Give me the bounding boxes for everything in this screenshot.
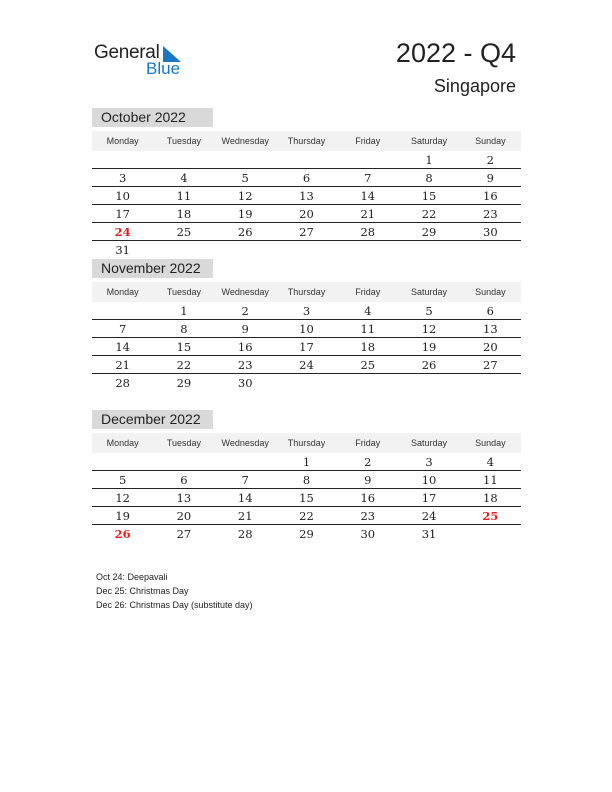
week-row xyxy=(92,339,521,356)
day-cell: 4 xyxy=(364,304,372,318)
week-row xyxy=(92,490,521,507)
weekday-header xyxy=(92,282,521,302)
weekday-label: Saturday xyxy=(411,136,448,146)
note-item: Oct 24: Deepavali xyxy=(96,572,168,582)
logo-blue: Blue xyxy=(146,59,181,78)
day-cell: 24 xyxy=(299,358,314,372)
week-row xyxy=(92,508,521,525)
weekday-label: Saturday xyxy=(411,287,448,297)
weekday-header xyxy=(92,433,521,453)
day-cell: 6 xyxy=(486,304,494,318)
day-cell: 5 xyxy=(241,171,249,185)
day-cell: 11 xyxy=(360,322,376,336)
weekday-label: Friday xyxy=(355,438,381,448)
week-row xyxy=(92,206,521,223)
month-title: November 2022 xyxy=(92,259,213,278)
logo xyxy=(94,42,194,82)
day-cell xyxy=(153,454,214,470)
day-cell: 14 xyxy=(237,491,253,505)
day-cell: 23 xyxy=(237,358,253,372)
day-cell xyxy=(337,242,398,258)
weekday-label: Tuesday xyxy=(166,438,202,448)
day-cell xyxy=(215,152,276,168)
day-cell: 19 xyxy=(115,509,130,523)
day-cell: 30 xyxy=(483,225,498,239)
day-cell: 23 xyxy=(483,207,498,221)
page-subtitle: Singapore xyxy=(433,76,516,96)
day-cell: 25 xyxy=(360,358,376,372)
day-cell: 26 xyxy=(421,358,437,372)
day-cell: 10 xyxy=(115,189,130,203)
day-cell: 11 xyxy=(483,473,498,487)
weekday-label: Wednesday xyxy=(221,438,269,448)
holiday-notes xyxy=(96,570,253,612)
weekday-label: Monday xyxy=(106,438,139,448)
day-cell xyxy=(460,375,521,391)
day-cell: 8 xyxy=(425,171,433,185)
day-cell: 14 xyxy=(115,340,130,354)
weekday-label: Monday xyxy=(106,287,139,297)
day-cell: 25 xyxy=(176,225,192,239)
day-cell xyxy=(92,454,153,470)
note-item: Dec 26: Christmas Day (substitute day) xyxy=(96,600,253,610)
day-cell: 17 xyxy=(299,340,314,354)
day-cell: 10 xyxy=(421,473,437,487)
day-cell: 27 xyxy=(299,225,314,239)
day-cell: 4 xyxy=(180,171,188,185)
day-cell: 21 xyxy=(237,509,253,523)
day-cell: 22 xyxy=(299,509,314,523)
week-row xyxy=(92,526,521,542)
day-cell: 18 xyxy=(483,491,498,505)
day-cell: 17 xyxy=(421,491,437,505)
day-cell: 16 xyxy=(360,491,376,505)
day-cell: 22 xyxy=(176,358,192,372)
day-cell: 18 xyxy=(360,340,376,354)
day-cell: 6 xyxy=(302,171,311,185)
day-cell: 23 xyxy=(360,509,376,523)
day-cell: 7 xyxy=(364,171,372,185)
weekday-label: Thursday xyxy=(287,136,326,146)
day-cell: 15 xyxy=(176,340,192,354)
day-cell xyxy=(460,526,521,542)
holiday-date: 25 xyxy=(482,509,499,523)
logo-general: General xyxy=(94,42,160,63)
day-cell: 30 xyxy=(360,527,376,541)
day-cell: 22 xyxy=(421,207,437,221)
week-row xyxy=(92,224,521,241)
day-cell: 12 xyxy=(115,491,130,505)
day-cell: 9 xyxy=(364,473,372,487)
day-cell: 19 xyxy=(421,340,437,354)
day-cell: 6 xyxy=(180,473,188,487)
day-cell: 1 xyxy=(302,455,311,469)
month-calendar xyxy=(92,410,521,542)
weekday-label: Sunday xyxy=(475,287,506,297)
day-cell xyxy=(276,242,337,258)
day-cell: 27 xyxy=(176,527,192,541)
holiday-date: 24 xyxy=(114,225,131,239)
week-row xyxy=(92,152,521,169)
weekday-label: Wednesday xyxy=(221,287,269,297)
month-title: October 2022 xyxy=(92,108,213,127)
week-row xyxy=(92,357,521,374)
day-cell: 10 xyxy=(299,322,314,336)
day-cell: 3 xyxy=(118,171,127,185)
day-cell xyxy=(276,152,337,168)
day-cell xyxy=(337,152,398,168)
week-row xyxy=(92,303,521,320)
day-cell: 31 xyxy=(115,243,130,257)
day-cell xyxy=(92,152,153,168)
weekday-label: Sunday xyxy=(475,438,506,448)
day-cell: 5 xyxy=(118,473,127,487)
month-title: December 2022 xyxy=(92,410,213,429)
day-cell: 8 xyxy=(180,322,188,336)
day-cell: 17 xyxy=(115,207,130,221)
weekday-label: Sunday xyxy=(475,136,506,146)
weekday-label: Wednesday xyxy=(221,136,269,146)
day-cell: 13 xyxy=(483,322,498,336)
day-cell: 11 xyxy=(176,189,192,203)
day-cell: 1 xyxy=(425,153,433,167)
holiday-date: 26 xyxy=(114,527,131,541)
week-row xyxy=(92,321,521,338)
weekday-label: Tuesday xyxy=(166,136,202,146)
weekday-header xyxy=(92,131,521,151)
week-row xyxy=(92,242,521,258)
week-row xyxy=(92,375,521,391)
weekday-label: Tuesday xyxy=(166,287,202,297)
page-title: 2022 - Q4 xyxy=(395,38,516,68)
day-cell: 15 xyxy=(299,491,314,505)
day-cell: 27 xyxy=(483,358,498,372)
day-cell: 2 xyxy=(241,304,249,318)
day-cell: 21 xyxy=(115,358,130,372)
day-cell xyxy=(398,242,459,258)
day-cell: 8 xyxy=(302,473,311,487)
day-cell: 7 xyxy=(241,473,249,487)
day-cell: 9 xyxy=(486,171,494,185)
week-row xyxy=(92,454,521,471)
day-cell: 2 xyxy=(486,153,494,167)
day-cell: 13 xyxy=(299,189,314,203)
day-cell: 16 xyxy=(483,189,498,203)
day-cell xyxy=(153,242,214,258)
week-row xyxy=(92,170,521,187)
day-cell: 21 xyxy=(360,207,376,221)
day-cell: 20 xyxy=(299,207,314,221)
day-cell: 1 xyxy=(180,304,188,318)
day-cell: 30 xyxy=(237,376,253,390)
weekday-label: Friday xyxy=(355,287,381,297)
day-cell: 4 xyxy=(486,455,494,469)
day-cell: 2 xyxy=(364,455,372,469)
day-cell xyxy=(398,375,459,391)
day-cell xyxy=(153,152,214,168)
day-cell xyxy=(215,242,276,258)
day-cell: 19 xyxy=(237,207,253,221)
day-cell: 24 xyxy=(421,509,437,523)
day-cell: 3 xyxy=(425,455,433,469)
note-item: Dec 25: Christmas Day xyxy=(96,586,189,596)
day-cell: 29 xyxy=(176,376,192,390)
weekday-label: Saturday xyxy=(411,438,448,448)
day-cell xyxy=(215,454,276,470)
day-cell: 26 xyxy=(237,225,253,239)
day-cell: 28 xyxy=(237,527,253,541)
day-cell: 3 xyxy=(302,304,311,318)
weekday-label: Thursday xyxy=(287,287,326,297)
day-cell: 28 xyxy=(360,225,376,239)
day-cell: 31 xyxy=(421,527,437,541)
day-cell xyxy=(276,375,337,391)
day-cell: 5 xyxy=(425,304,433,318)
month-calendar xyxy=(92,108,521,258)
day-cell: 16 xyxy=(237,340,253,354)
month-calendar xyxy=(92,259,521,391)
day-cell xyxy=(460,242,521,258)
week-row xyxy=(92,472,521,489)
day-cell: 18 xyxy=(176,207,192,221)
day-cell: 13 xyxy=(176,491,192,505)
weekday-label: Friday xyxy=(355,136,381,146)
weekday-label: Monday xyxy=(106,136,139,146)
day-cell: 29 xyxy=(421,225,437,239)
day-cell: 9 xyxy=(241,322,249,336)
day-cell: 12 xyxy=(421,322,437,336)
week-row xyxy=(92,188,521,205)
day-cell xyxy=(92,303,153,319)
day-cell: 14 xyxy=(360,189,376,203)
day-cell: 15 xyxy=(421,189,437,203)
day-cell: 29 xyxy=(299,527,314,541)
weekday-label: Thursday xyxy=(287,438,326,448)
day-cell: 7 xyxy=(118,322,127,336)
day-cell: 28 xyxy=(115,376,130,390)
day-cell: 20 xyxy=(176,509,192,523)
day-cell: 12 xyxy=(237,189,253,203)
day-cell: 20 xyxy=(483,340,498,354)
day-cell xyxy=(337,375,398,391)
